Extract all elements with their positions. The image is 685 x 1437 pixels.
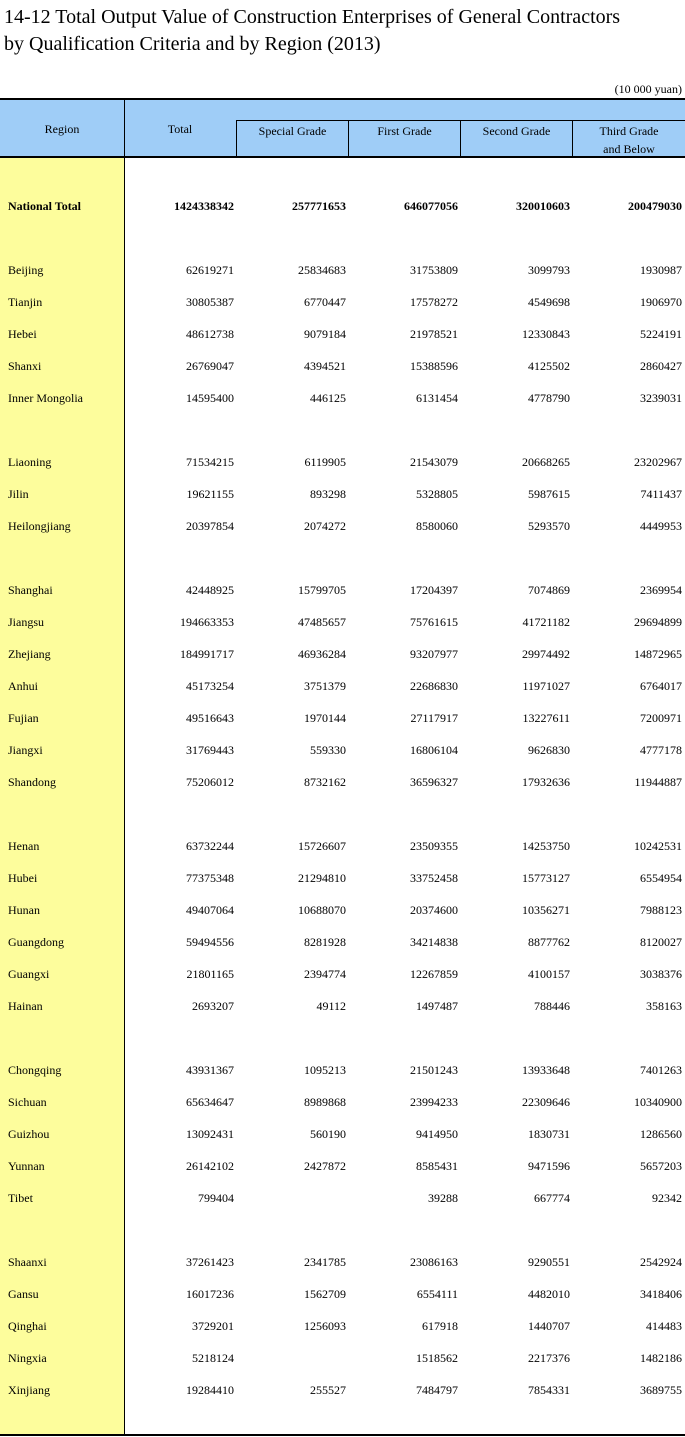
cell-second: 1440707: [528, 1319, 570, 1333]
cell-second: 9626830: [528, 743, 570, 757]
cell-special: 8732162: [304, 775, 346, 789]
region-name: Shanxi: [8, 359, 42, 373]
cell-first: 75761615: [410, 615, 458, 629]
region-name: Heilongjiang: [8, 519, 71, 533]
cell-first: 15388596: [410, 359, 458, 373]
cell-second: 2217376: [528, 1351, 570, 1365]
cell-special: 46936284: [298, 647, 346, 661]
cell-total: 49516643: [186, 711, 234, 725]
cell-total: 3729201: [192, 1319, 234, 1333]
cell-total: 30805387: [186, 295, 234, 309]
cell-special: 446125: [310, 391, 346, 405]
data-table: [0, 98, 685, 1436]
table-row: [0, 324, 685, 344]
cell-third: 14872965: [634, 647, 682, 661]
table-row: [0, 708, 685, 728]
cell-second: 10356271: [522, 903, 570, 917]
cell-first: 617918: [422, 1319, 458, 1333]
cell-third: 23202967: [634, 455, 682, 469]
region-name: Guangxi: [8, 967, 50, 981]
table-row: [0, 612, 685, 632]
cell-special: 560190: [310, 1127, 346, 1141]
cell-third: 3689755: [640, 1383, 682, 1397]
table-row: [0, 484, 685, 504]
region-name: Guizhou: [8, 1127, 50, 1141]
cell-special: 49112: [316, 999, 346, 1013]
cell-first: 1518562: [416, 1351, 458, 1365]
cell-special: 1970144: [304, 711, 346, 725]
region-name: Henan: [8, 839, 40, 853]
cell-third: 2542924: [640, 1255, 682, 1269]
table-row: [0, 676, 685, 696]
cell-third: 1930987: [640, 263, 682, 277]
region-name: Zhejiang: [8, 647, 51, 661]
region-name: Tianjin: [8, 295, 43, 309]
cell-second: 3099793: [528, 263, 570, 277]
cell-special: 4394521: [304, 359, 346, 373]
cell-third: 4777178: [640, 743, 682, 757]
cell-first: 23509355: [410, 839, 458, 853]
cell-special: 255527: [310, 1383, 346, 1397]
cell-second: 4549698: [528, 295, 570, 309]
cell-second: 7854331: [528, 1383, 570, 1397]
cell-second: 788446: [534, 999, 570, 1013]
cell-first: 17578272: [410, 295, 458, 309]
cell-third: 1906970: [640, 295, 682, 309]
region-name: Shanghai: [8, 583, 53, 597]
cell-second: 13933648: [522, 1063, 570, 1077]
cell-third: 414483: [646, 1319, 682, 1333]
cell-second: 17932636: [522, 775, 570, 789]
cell-special: 6770447: [304, 295, 346, 309]
table-row: [0, 964, 685, 984]
table-row: [0, 260, 685, 280]
cell-third: 92342: [652, 1191, 682, 1205]
table-row: [0, 932, 685, 952]
region-name: Sichuan: [8, 1095, 47, 1109]
cell-special: 3751379: [304, 679, 346, 693]
cell-special: 2341785: [304, 1255, 346, 1269]
cell-special: 893298: [310, 487, 346, 501]
cell-special: 8989868: [304, 1095, 346, 1109]
region-name: Yunnan: [8, 1159, 45, 1173]
cell-first: 20374600: [410, 903, 458, 917]
cell-first: 39288: [428, 1191, 458, 1205]
cell-second: 4125502: [528, 359, 570, 373]
region-name: Fujian: [8, 711, 39, 725]
cell-first: 36596327: [410, 775, 458, 789]
cell-special: 9079184: [304, 327, 346, 341]
table-row: [0, 1188, 685, 1208]
table-row: [0, 196, 685, 216]
cell-special: 15726607: [298, 839, 346, 853]
cell-total: 14595400: [186, 391, 234, 405]
cell-total: 43931367: [186, 1063, 234, 1077]
region-name: Jiangxi: [8, 743, 43, 757]
cell-third: 29694899: [634, 615, 682, 629]
cell-first: 16806104: [410, 743, 458, 757]
region-name: Guangdong: [8, 935, 64, 949]
cell-total: 65634647: [186, 1095, 234, 1109]
cell-second: 5987615: [528, 487, 570, 501]
cell-third: 4449953: [640, 519, 682, 533]
region-name: Tibet: [8, 1191, 33, 1205]
cell-first: 5328805: [416, 487, 458, 501]
cell-special: 10688070: [298, 903, 346, 917]
cell-special: 1256093: [304, 1319, 346, 1333]
cell-first: 17204397: [410, 583, 458, 597]
header-region: Region: [44, 122, 80, 136]
header-third-grade: [572, 121, 685, 157]
cell-third: 10242531: [634, 839, 682, 853]
cell-second: 9290551: [528, 1255, 570, 1269]
region-name: Hainan: [8, 999, 43, 1013]
region-column-fill: [0, 158, 124, 1434]
cell-first: 31753809: [410, 263, 458, 277]
region-name: Hubei: [8, 871, 38, 885]
cell-second: 667774: [534, 1191, 570, 1205]
unit-label: (10 000 yuan): [614, 82, 682, 96]
cell-special: 559330: [310, 743, 346, 757]
cell-total: 20397854: [186, 519, 234, 533]
header-first-grade: First Grade: [348, 121, 460, 157]
cell-second: 4778790: [528, 391, 570, 405]
cell-special: 2394774: [304, 967, 346, 981]
cell-first: 21501243: [410, 1063, 458, 1077]
cell-third: 8120027: [640, 935, 682, 949]
cell-first: 1497487: [416, 999, 458, 1013]
cell-second: 41721182: [522, 615, 570, 629]
cell-total: 49407064: [186, 903, 234, 917]
cell-first: 33752458: [410, 871, 458, 885]
cell-first: 22686830: [410, 679, 458, 693]
header-grade-group: [236, 120, 685, 157]
table-row: [0, 1252, 685, 1272]
cell-second: 5293570: [528, 519, 570, 533]
cell-special: 6119905: [304, 455, 346, 469]
table-row: [0, 644, 685, 664]
cell-second: 12330843: [522, 327, 570, 341]
cell-second: 7074869: [528, 583, 570, 597]
header-special-grade: Special Grade: [236, 121, 348, 157]
cell-total: 31769443: [186, 743, 234, 757]
table-row: [0, 1156, 685, 1176]
cell-third: 11944887: [634, 775, 682, 789]
cell-special: 25834683: [298, 263, 346, 277]
table-row: [0, 996, 685, 1016]
table-row: [0, 388, 685, 408]
cell-total: 799404: [198, 1191, 234, 1205]
cell-third: 10340900: [634, 1095, 682, 1109]
region-name: Jiangsu: [8, 615, 44, 629]
table-row: [0, 1092, 685, 1112]
cell-second: 9471596: [528, 1159, 570, 1173]
cell-third: 7401263: [640, 1063, 682, 1077]
cell-third: 7988123: [640, 903, 682, 917]
cell-third: 5224191: [640, 327, 682, 341]
table-row: [0, 900, 685, 920]
cell-total: 37261423: [186, 1255, 234, 1269]
cell-total: 63732244: [186, 839, 234, 853]
table-row: [0, 772, 685, 792]
cell-third: 7411437: [640, 487, 682, 501]
cell-special: 257771653: [292, 199, 346, 213]
cell-second: 1830731: [528, 1127, 570, 1141]
region-name: Ningxia: [8, 1351, 47, 1365]
cell-first: 23086163: [410, 1255, 458, 1269]
cell-total: 13092431: [186, 1127, 234, 1141]
cell-third: 5657203: [640, 1159, 682, 1173]
region-name: Xinjiang: [8, 1383, 50, 1397]
page-title: [4, 4, 680, 58]
cell-total: 26142102: [186, 1159, 234, 1173]
table-row: [0, 452, 685, 472]
region-name: Chongqing: [8, 1063, 62, 1077]
cell-third: 6764017: [640, 679, 682, 693]
region-name: Hunan: [8, 903, 40, 917]
cell-special: 15799705: [298, 583, 346, 597]
cell-second: 13227611: [522, 711, 570, 725]
cell-third: 2369954: [640, 583, 682, 597]
cell-first: 6131454: [416, 391, 458, 405]
cell-first: 23994233: [410, 1095, 458, 1109]
cell-second: 15773127: [522, 871, 570, 885]
table-row: [0, 1060, 685, 1080]
table-row: [0, 1380, 685, 1400]
table-row: [0, 1284, 685, 1304]
cell-third: 3239031: [640, 391, 682, 405]
table-row: [0, 292, 685, 312]
table-row: [0, 356, 685, 376]
cell-special: 1095213: [304, 1063, 346, 1077]
cell-third: 3038376: [640, 967, 682, 981]
cell-third: 7200971: [640, 711, 682, 725]
cell-first: 21978521: [410, 327, 458, 341]
table-row: [0, 580, 685, 600]
region-name: Jilin: [8, 487, 29, 501]
cell-special: 2427872: [304, 1159, 346, 1173]
table-row: [0, 740, 685, 760]
region-name: Liaoning: [8, 455, 52, 469]
cell-total: 45173254: [186, 679, 234, 693]
cell-first: 8580060: [416, 519, 458, 533]
cell-second: 20668265: [522, 455, 570, 469]
cell-second: 29974492: [522, 647, 570, 661]
cell-first: 34214838: [410, 935, 458, 949]
table-header: [0, 100, 685, 158]
region-name: Shaanxi: [8, 1255, 47, 1269]
cell-first: 12267859: [410, 967, 458, 981]
table-row: [0, 1316, 685, 1336]
cell-second: 4100157: [528, 967, 570, 981]
cell-first: 7484797: [416, 1383, 458, 1397]
region-name: Anhui: [8, 679, 38, 693]
cell-first: 9414950: [416, 1127, 458, 1141]
region-name: Beijing: [8, 263, 44, 277]
cell-third: 200479030: [628, 199, 682, 213]
region-name: Hebei: [8, 327, 37, 341]
title-line-2: by Qualification Criteria and by Region (2013): [4, 33, 381, 55]
cell-first: 93207977: [410, 647, 458, 661]
header-third-grade-line2: and Below: [603, 142, 655, 156]
cell-total: 1424338342: [174, 199, 234, 213]
cell-special: 47485657: [298, 615, 346, 629]
cell-total: 62619271: [186, 263, 234, 277]
cell-third: 358163: [646, 999, 682, 1013]
cell-total: 19621155: [186, 487, 234, 501]
region-name: Inner Mongolia: [8, 391, 83, 405]
cell-first: 6554111: [416, 1287, 458, 1301]
cell-second: 320010603: [516, 199, 570, 213]
cell-third: 1286560: [640, 1127, 682, 1141]
cell-first: 646077056: [404, 199, 458, 213]
header-third-grade-line1: Third Grade: [599, 124, 659, 138]
table-row: [0, 868, 685, 888]
cell-special: 8281928: [304, 935, 346, 949]
cell-special: 1562709: [304, 1287, 346, 1301]
region-name: Shandong: [8, 775, 56, 789]
cell-total: 5218124: [192, 1351, 234, 1365]
cell-total: 59494556: [186, 935, 234, 949]
cell-second: 14253750: [522, 839, 570, 853]
cell-total: 194663353: [180, 615, 234, 629]
region-name: Qinghai: [8, 1319, 47, 1333]
cell-total: 184991717: [180, 647, 234, 661]
header-second-grade: Second Grade: [460, 121, 572, 157]
title-line-1: 14-12 Total Output Value of Construction Enterprises of General Contractors: [4, 6, 621, 28]
cell-total: 48612738: [186, 327, 234, 341]
cell-special: 21294810: [298, 871, 346, 885]
cell-total: 16017236: [186, 1287, 234, 1301]
cell-total: 19284410: [186, 1383, 234, 1397]
table-row: [0, 516, 685, 536]
cell-first: 27117917: [410, 711, 458, 725]
cell-first: 8585431: [416, 1159, 458, 1173]
region-name: Gansu: [8, 1287, 39, 1301]
cell-second: 22309646: [522, 1095, 570, 1109]
header-total: Total: [167, 122, 193, 136]
cell-second: 8877762: [528, 935, 570, 949]
cell-second: 4482010: [528, 1287, 570, 1301]
cell-first: 21543079: [410, 455, 458, 469]
cell-special: 2074272: [304, 519, 346, 533]
cell-total: 21801165: [186, 967, 234, 981]
cell-second: 11971027: [522, 679, 570, 693]
cell-third: 3418406: [640, 1287, 682, 1301]
table-row: [0, 1348, 685, 1368]
cell-total: 71534215: [186, 455, 234, 469]
table-row: [0, 1124, 685, 1144]
cell-total: 26769047: [186, 359, 234, 373]
cell-third: 2860427: [640, 359, 682, 373]
region-name: National Total: [8, 199, 82, 213]
table-row: [0, 836, 685, 856]
cell-third: 1482186: [640, 1351, 682, 1365]
cell-third: 6554954: [640, 871, 682, 885]
cell-total: 42448925: [186, 583, 234, 597]
cell-total: 77375348: [186, 871, 234, 885]
cell-total: 75206012: [186, 775, 234, 789]
cell-total: 2693207: [192, 999, 234, 1013]
